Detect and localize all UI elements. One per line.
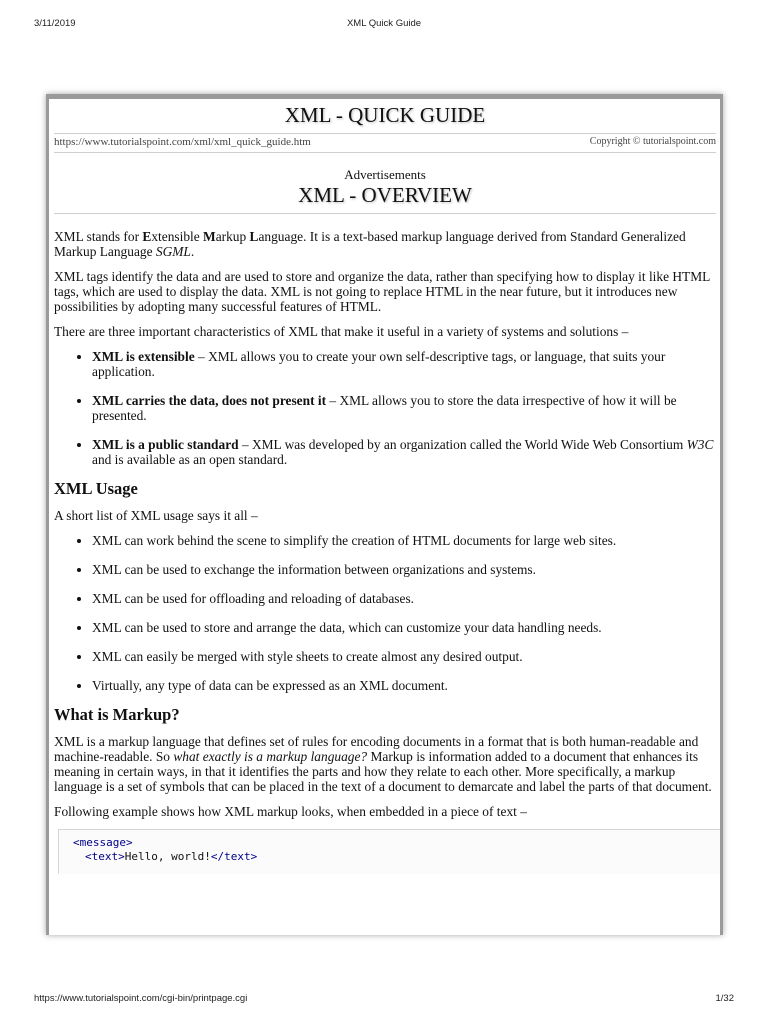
- list-item: • XML can easily be merged with style sheets to create almost any desired output.: [92, 649, 716, 664]
- code-line: <text>Hello, world!</text>: [85, 850, 258, 863]
- list-item: • XML can be used to exchange the information between organizations and systems.: [92, 562, 716, 577]
- page-url-link[interactable]: https://www.tutorialspoint.com/xml/xml_quick_guide.htm: [54, 136, 311, 148]
- print-header: [0, 18, 768, 32]
- list-item: • XML carries the data, does not present it – XML allows you to store the data irrespective of how it will be presented.: [92, 393, 716, 423]
- list-item: • XML can work behind the scene to simplify the creation of HTML documents for large web sites.: [92, 533, 716, 548]
- list-item: • XML can be used to store and arrange the data, which can customize your data handling needs.: [92, 620, 716, 635]
- print-title: XML Quick Guide: [346, 18, 422, 29]
- markup-paragraph-1: XML is a markup language that defines set of rules for encoding documents in a format that is both human-readable and machine-readable. So what exactly is a markup language? Markup is information added to a document that enhances its meaning in certain ways, in that it identifies the parts and how they relate to each other. More specifically, a markup language is a set of symbols that can be placed in the text of a document to demarcate and label the parts of that document.: [54, 734, 712, 794]
- list-item: • XML can be used for offloading and reloading of databases.: [92, 591, 716, 606]
- intro-paragraph-3: There are three important characteristics of XML that make it useful in a variety of systems and solutions –: [54, 324, 629, 339]
- article-body: [54, 229, 716, 874]
- intro-paragraph-1: XML stands for Extensible Markup Language. It is a text-based markup language derived from Standard Generalized Markup Language SGML.: [54, 229, 686, 259]
- usage-heading: XML Usage: [54, 479, 138, 498]
- url-bar: [54, 133, 716, 153]
- code-line: <message>: [73, 836, 133, 849]
- intro-paragraph-2: XML tags identify the data and are used to store and organize the data, rather than specifying how to display it like HTML tags, which are used to display the data. XML is not going to replace HTML in the near future, but it introduces new possibilities by adopting many successful features of HTML.: [54, 269, 710, 314]
- usage-intro: A short list of XML usage says it all –: [54, 508, 258, 523]
- copyright-text: Copyright © tutorialspoint.com: [589, 136, 716, 147]
- markup-heading: What is Markup?: [54, 705, 180, 724]
- code-example: [58, 829, 723, 874]
- overview-title: XML - OVERVIEW: [54, 183, 716, 214]
- page-frame: [46, 94, 723, 935]
- list-item: • Virtually, any type of data can be expressed as an XML document.: [92, 678, 716, 693]
- list-item: • XML is a public standard – XML was developed by an organization called the World Wide Web Consortium W3C and is available as an open standard.: [92, 437, 716, 467]
- characteristics-list: [54, 349, 716, 467]
- advertisements-label: Advertisements: [344, 167, 426, 182]
- markup-paragraph-2: Following example shows how XML markup looks, when embedded in a piece of text –: [54, 804, 527, 819]
- page-number: 1/32: [715, 993, 734, 1004]
- print-footer: [0, 993, 768, 1007]
- usage-list: [54, 533, 716, 693]
- guide-title: XML - QUICK GUIDE: [284, 103, 486, 127]
- print-url: https://www.tutorialspoint.com/cgi-bin/printpage.cgi: [34, 993, 248, 1004]
- list-item: • XML is extensible – XML allows you to create your own self-descriptive tags, or language, that suits your application.: [92, 349, 716, 379]
- print-date: 3/11/2019: [34, 18, 76, 29]
